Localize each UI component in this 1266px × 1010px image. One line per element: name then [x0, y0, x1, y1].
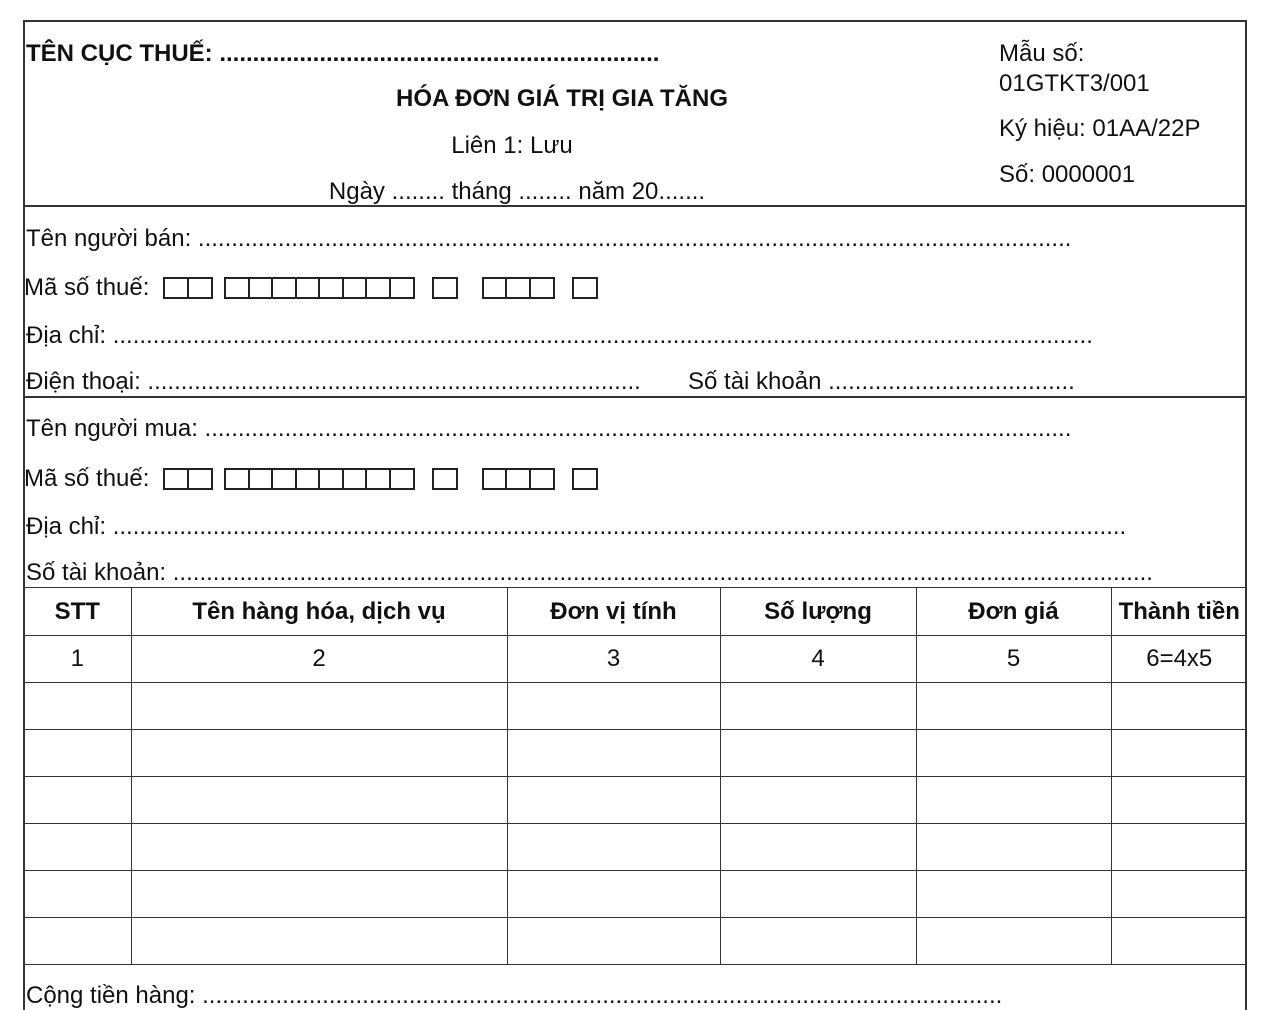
- tax-digit-box[interactable]: [389, 277, 415, 299]
- column-header-amount: Thành tiền: [1111, 588, 1247, 636]
- table-row: [24, 871, 1247, 918]
- table-cell[interactable]: [916, 918, 1111, 965]
- column-number: 2: [131, 636, 507, 683]
- tax-digit-box[interactable]: [187, 468, 213, 490]
- tax-digit-box[interactable]: [365, 277, 391, 299]
- table-cell[interactable]: [1111, 824, 1247, 871]
- column-header-item-name: Tên hàng hóa, dịch vụ: [131, 588, 507, 636]
- table-cell[interactable]: [507, 871, 720, 918]
- tax-digit-box[interactable]: [248, 277, 274, 299]
- seller-address-field[interactable]: Địa chỉ: ...................................................................................................................................................: [26, 322, 1093, 349]
- invoice-title: HÓA ĐƠN GIÁ TRỊ GIA TĂNG: [395, 85, 728, 112]
- seller-tax-code-group-5[interactable]: [572, 277, 596, 299]
- column-header-unit-price: Đơn giá: [916, 588, 1111, 636]
- header-divider: [24, 205, 1247, 207]
- buyer-address-field[interactable]: Địa chỉ: ........................................................................................................................................................: [26, 513, 1127, 540]
- tax-digit-box[interactable]: [295, 468, 321, 490]
- tax-digit-box[interactable]: [432, 468, 458, 490]
- tax-digit-box[interactable]: [505, 468, 531, 490]
- table-cell[interactable]: [24, 871, 131, 918]
- seller-account-field[interactable]: Số tài khoản .....................................: [688, 368, 1075, 395]
- items-table: [24, 587, 1247, 965]
- table-row: [24, 918, 1247, 965]
- table-cell[interactable]: [131, 683, 507, 730]
- tax-digit-box[interactable]: [224, 277, 250, 299]
- table-cell[interactable]: [916, 871, 1111, 918]
- seller-tax-code-group-3[interactable]: [432, 277, 456, 299]
- buyer-tax-code-group-2[interactable]: [224, 468, 412, 490]
- buyer-name-field[interactable]: Tên người mua: ..................................................................................................................................: [26, 415, 1072, 442]
- column-header-stt: STT: [24, 588, 131, 636]
- column-number: 4: [720, 636, 916, 683]
- tax-digit-box[interactable]: [529, 468, 555, 490]
- table-cell[interactable]: [720, 918, 916, 965]
- table-cell[interactable]: [1111, 777, 1247, 824]
- subtotal-field[interactable]: Cộng tiền hàng: ........................................................................................................................: [26, 982, 1003, 1009]
- table-cell[interactable]: [131, 918, 507, 965]
- seller-tax-code-group-2[interactable]: [224, 277, 412, 299]
- table-row: [24, 777, 1247, 824]
- table-cell[interactable]: [24, 918, 131, 965]
- column-number: 5: [916, 636, 1111, 683]
- copy-label: Liên 1: Lưu: [451, 132, 573, 159]
- seller-tax-code-label: Mã số thuế:: [24, 274, 150, 301]
- table-cell[interactable]: [24, 824, 131, 871]
- tax-digit-box[interactable]: [572, 277, 598, 299]
- tax-digit-box[interactable]: [572, 468, 598, 490]
- buyer-tax-code-label: Mã số thuế:: [24, 465, 150, 492]
- invoice-symbol: Ký hiệu: 01AA/22P: [999, 115, 1201, 142]
- table-cell[interactable]: [916, 683, 1111, 730]
- tax-digit-box[interactable]: [163, 468, 189, 490]
- table-cell[interactable]: [24, 730, 131, 777]
- tax-digit-box[interactable]: [482, 277, 508, 299]
- table-cell[interactable]: [507, 824, 720, 871]
- table-cell[interactable]: [720, 824, 916, 871]
- table-cell[interactable]: [720, 777, 916, 824]
- tax-office-label: TÊN CỤC THUẾ: ..................................................................: [26, 40, 660, 67]
- column-number: 3: [507, 636, 720, 683]
- table-cell[interactable]: [1111, 871, 1247, 918]
- date-line[interactable]: Ngày ........ tháng ........ năm 20.......: [328, 178, 706, 205]
- tax-digit-box[interactable]: [224, 468, 250, 490]
- table-cell[interactable]: [507, 777, 720, 824]
- tax-digit-box[interactable]: [318, 277, 344, 299]
- buyer-tax-code-group-1[interactable]: [163, 468, 210, 490]
- column-header-quantity: Số lượng: [720, 588, 916, 636]
- table-cell[interactable]: [24, 683, 131, 730]
- tax-digit-box[interactable]: [248, 468, 274, 490]
- table-cell[interactable]: [131, 824, 507, 871]
- table-cell[interactable]: [1111, 918, 1247, 965]
- table-cell[interactable]: [720, 730, 916, 777]
- table-cell[interactable]: [131, 777, 507, 824]
- table-cell[interactable]: [720, 683, 916, 730]
- table-cell[interactable]: [507, 730, 720, 777]
- table-cell[interactable]: [24, 777, 131, 824]
- tax-digit-box[interactable]: [295, 277, 321, 299]
- tax-digit-box[interactable]: [342, 277, 368, 299]
- column-number-row: [24, 636, 1247, 683]
- tax-digit-box[interactable]: [342, 468, 368, 490]
- form-number-value: 01GTKT3/001: [999, 70, 1150, 97]
- buyer-tax-code-group-5[interactable]: [572, 468, 596, 490]
- buyer-tax-code-row: [24, 464, 596, 494]
- frame-top-border: [24, 20, 1247, 22]
- table-cell[interactable]: [131, 871, 507, 918]
- tax-digit-box[interactable]: [271, 468, 297, 490]
- tax-digit-box[interactable]: [187, 277, 213, 299]
- table-header-row: [24, 588, 1247, 636]
- table-row: [24, 683, 1247, 730]
- table-cell[interactable]: [1111, 730, 1247, 777]
- table-row: [24, 730, 1247, 777]
- seller-name-field[interactable]: Tên người bán: ...................................................................................................................................: [26, 225, 1072, 252]
- table-cell[interactable]: [131, 730, 507, 777]
- table-cell[interactable]: [507, 918, 720, 965]
- tax-digit-box[interactable]: [482, 468, 508, 490]
- tax-digit-box[interactable]: [505, 277, 531, 299]
- table-cell[interactable]: [916, 730, 1111, 777]
- seller-phone-field[interactable]: Điện thoại: ..........................................................................: [26, 368, 641, 395]
- tax-digit-box[interactable]: [432, 277, 458, 299]
- invoice-number: Số: 0000001: [999, 161, 1136, 188]
- table-cell[interactable]: [507, 683, 720, 730]
- table-cell[interactable]: [916, 777, 1111, 824]
- tax-digit-box[interactable]: [529, 277, 555, 299]
- tax-digit-box[interactable]: [365, 468, 391, 490]
- table-row: [24, 824, 1247, 871]
- tax-digit-box[interactable]: [271, 277, 297, 299]
- table-cell[interactable]: [720, 871, 916, 918]
- seller-tax-code-group-4[interactable]: [482, 277, 553, 299]
- form-number-label: Mẫu số:: [999, 40, 1085, 67]
- tax-office-field[interactable]: ..................................................................: [219, 40, 660, 67]
- tax-digit-box[interactable]: [389, 468, 415, 490]
- seller-tax-code-row: [24, 273, 596, 303]
- tax-digit-box[interactable]: [318, 468, 344, 490]
- buyer-tax-code-group-3[interactable]: [432, 468, 456, 490]
- column-number: 6=4x5: [1111, 636, 1247, 683]
- seller-divider: [24, 396, 1247, 398]
- column-number: 1: [24, 636, 131, 683]
- seller-tax-code-group-1[interactable]: [163, 277, 210, 299]
- table-cell[interactable]: [916, 824, 1111, 871]
- buyer-account-field[interactable]: Số tài khoản: ...................................................................................................................................................: [26, 559, 1153, 586]
- column-header-unit: Đơn vị tính: [507, 588, 720, 636]
- table-cell[interactable]: [1111, 683, 1247, 730]
- buyer-tax-code-group-4[interactable]: [482, 468, 553, 490]
- tax-digit-box[interactable]: [163, 277, 189, 299]
